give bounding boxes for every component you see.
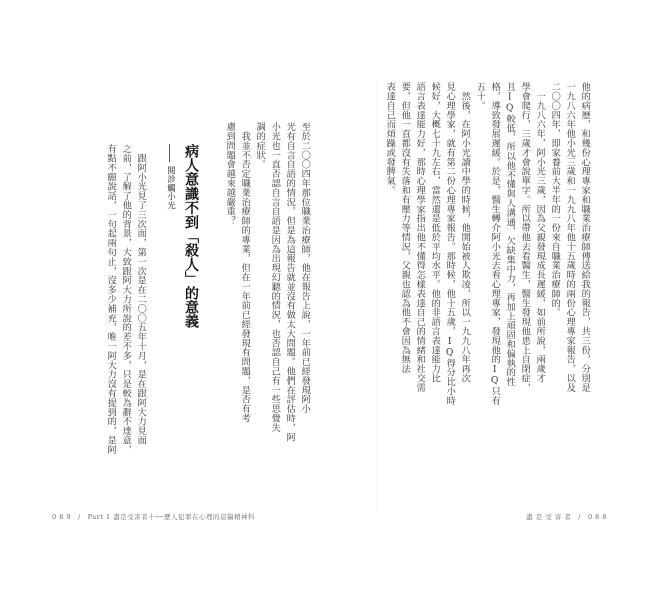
spread-content — [48, 82, 608, 504]
section-heading: 病人意識不到「殺人」的意義 — [183, 144, 199, 329]
right-page-line-12: 語言表達能力好，那時心理學家指出他不懂得怎樣表達自己的情緒和社交需 — [414, 82, 426, 393]
right-page-line-8: 五十。 — [474, 82, 486, 111]
left-page-intro-line-4: 調的症狀。 — [254, 122, 266, 169]
footer-right-folio: 盡 是 受 害 者 / 0 8 8 — [526, 513, 607, 521]
right-page-line-7: 格，導致發展遲緩。於是，醫生轉介阿小光去看心理專家，發現他的IQ只有 — [489, 82, 501, 406]
left-page-body-line-2: 之前，了解了他的背景，大致跟阿大力所說的差不多，只是較為辭不達意， — [120, 144, 132, 455]
right-page-line-4: 一九八六年，阿小光三歲，因為父親發現成長遲緩，如前所說，兩歲才 — [534, 82, 546, 383]
right-page-line-6: 且IQ較低，所以他不懂與人溝通，欠缺集中力，再加上頑固和偏執的性 — [504, 82, 516, 387]
right-page-line-1: 他的病歷，和幾份心理專家和職業治療師傳送給我的報告，共三份，分別是 — [579, 82, 591, 393]
section-subheading: 閱診觸小光 — [165, 166, 176, 210]
subheading-rule — [169, 144, 170, 162]
left-page-body-line-1: 跟阿小光見了三次面，第一次是在二〇〇五年十月，是在跟阿大力見面 — [135, 144, 147, 445]
right-page-line-11: 候好，大概七十九左右，當然還是低於平均水平。他的非語言表達能力比 — [429, 82, 441, 383]
right-page-line-14: 表達自己而煩躁或發脾氣。 — [384, 82, 396, 195]
left-page-intro-line-5: 我並不否定職業治療師的專業，但在一年前已經發現有問題，是否有考 — [239, 122, 251, 423]
left-page-intro-line-2: 光有自言自語的情況，但是為這報告就並沒有做太大問題。他們在評估時，阿 — [284, 122, 296, 442]
footer-left-folio: 0 8 9 / Part 1 盡是受害者十──歷人犯罪在心理的這醫精神科 — [52, 513, 255, 521]
page-gutter — [376, 82, 377, 512]
right-page-line-5: 學會爬行，三歲才會說單字。所以帶他去看醫生，醫生發現他患上自閉症， — [519, 82, 531, 393]
left-page-intro-line-1: 至於二〇〇四年那位職業治療師，他在報告上說，一年前已經發現阿小 — [299, 122, 311, 414]
right-page-line-13: 要，但他一直都沒有失落和有壓力等情況，父親也認為他不會因為無法 — [399, 82, 411, 374]
right-page-line-9: 然後，在阿小光讀中學的時候，他開始被人欺凌，所以一九九八年再次 — [459, 82, 471, 383]
left-page-intro-line-3: 小光也一直否認自言自語是因為出現幻聽的情況，也否認自己有一些思覺失 — [269, 122, 281, 433]
right-page-line-3: 二〇〇四年，即家養前大半年的一份來自職業治療師的。 — [549, 82, 561, 317]
right-page-line-10: 見心理學家，就有第二份心理專家報告。那時候，他十五歲，IQ得分比小時 — [444, 82, 456, 406]
left-page-intro-line-6: 慮到問題會越來越嚴重？ — [224, 122, 236, 226]
right-page-line-2: 一九八六年他小光三歲和一九九八年他十五歲時的兩份心理專家報告，以及 — [564, 82, 576, 393]
left-page-body-line-3: 有點不願說話，一句起兩句止，沒多少補充，唯一阿大力沒有提到的，是阿 — [105, 144, 117, 455]
